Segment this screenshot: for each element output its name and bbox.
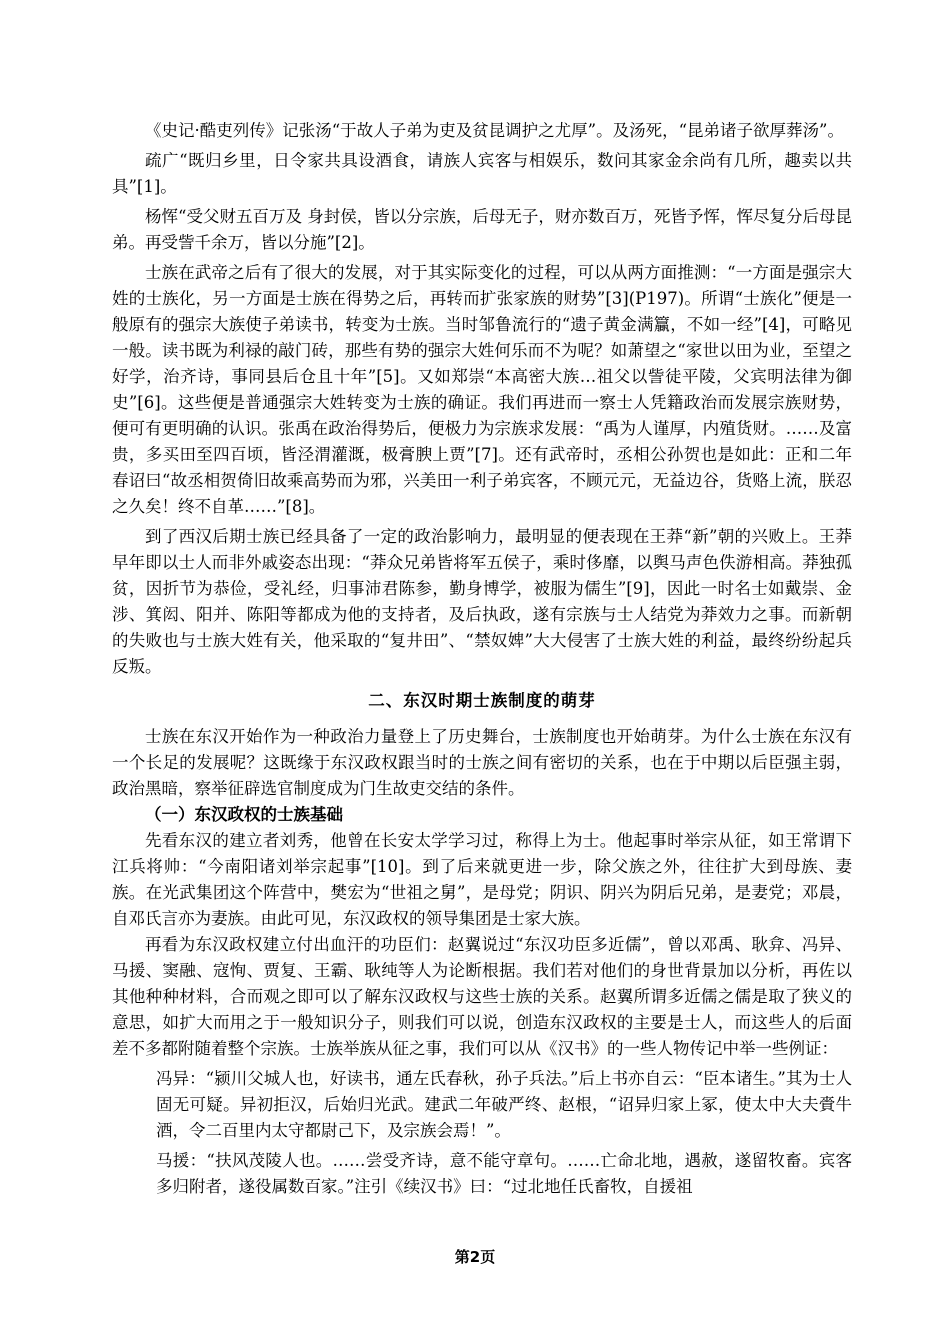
paragraph-shu-guang: 疏广“既归乡里，日令家共具设酒食，请族人宾客与相娱乐，数问其家金余尚有几所，趣卖以共具”[1]。 — [112, 151, 852, 196]
paragraph-zhang-tang: 《史记·酷吏列传》记张汤“于故人子弟为吏及贫昆调护之尤厚”。及汤死，“昆弟诸子欲厚葬汤”。 — [145, 121, 844, 140]
paragraph-wang-mang: 到了西汉后期士族已经具备了一定的政治影响力，最明显的便表现在王莽“新”朝的兴败上。王莽早年即以士人而非外戚姿态出现：“莽众兄弟皆将军五侯子，乘时侈靡，以舆马声色佚游相高。莽独孤贫，因折节为恭俭，受礼经，归事沛君陈参，勤身博学，被服为儒生”[9]，因此一时名士如戴崇、金涉、箕闳、阳并、陈阳等都成为他的支持者，及后执政，遂有宗族与士人结党为莽效力之事。而新朝的失败也与士族大姓有关，他采取的“复井田”、“禁奴婢”大大侵害了士族大姓的利益，最终纷纷起兵反叛。 — [112, 527, 852, 676]
paragraph-gongchen: 再看为东汉政权建立付出血汗的功臣们：赵翼说过“东汉功臣多近儒”，曾以邓禹、耿弇、冯异、马援、窦融、寇恂、贾复、王霸、耿纯等人为论断根据。我们若对他们的身世背景加以分析，再佐以其他种种材料，合而观之即可以了解东汉政权与这些士族的关系。赵翼所谓多近儒之儒是取了狭义的意思，如扩大而用之于一般知识分子，则我们可以说，创造东汉政权的主要是士人，而这些人的后面差不多都附随着整个宗族。士族举族从征之事，我们可以从《汉书》的一些人物传记中举一些例证： — [112, 935, 852, 1058]
quote-ma-yuan: 马援：“扶风茂陵人也。……尝受齐诗，意不能守章句。……亡命北地，遇赦，遂留牧畜。宾客多归附者，遂役属数百家。”注引《续汉书》曰：“过北地任氏畜牧，自援祖 — [156, 1151, 852, 1196]
quote-feng-yi: 冯异：“颍川父城人也，好读书，通左氏春秋，孙子兵法。”后上书亦自云：“臣本诸生。”其为士人固无可疑。异初拒汉，后始归光武。建武二年破严终、赵根，“诏异归家上冢，使太中大夫賫牛酒，令二百里内太守都尉己下，及宗族会焉！”。 — [156, 1069, 852, 1140]
page-number: 第2页 — [454, 1248, 496, 1266]
paragraph-yang-yun: 杨恽“受父财五百万及 身封侯，皆以分宗族，后母无子，财亦数百万，死皆予恽，恽尽复分后母昆弟。再受訾千余万，皆以分施”[2]。 — [112, 207, 852, 252]
text-column — [112, 118, 852, 1200]
subsection-title: （一）东汉政权的士族基础 — [145, 805, 343, 824]
section-title: 二、东汉时期士族制度的萌芽 — [368, 691, 596, 710]
paragraph-shizu-development: 士族在武帝之后有了很大的发展，对于其实际变化的过程，可以从两方面推测：“一方面是强宗大姓的士族化，另一方面是士族在得势之后，再转而扩张家族的财势”[3](P197)。所谓“士族化”便是一般原有的强宗大族使子弟读书，转变为士族。当时邹鲁流行的“遗子黄金满籯，不如一经”[4]，可略见一般。读书既为利禄的敲门砖，那些有势的强宗大姓何乐而不为呢？如萧望之“家世以田为业，至望之好学，治齐诗，事同县后仓且十年”[5]。又如郑崇“本高密大族…祖父以訾徒平陵，父宾明法律为御史”[6]。这些便是普通强宗大姓转变为士族的确证。我们再进而一察士人凭籍政治而发展宗族财势，便可有更明确的认识。张禹在政治得势后，便极力为宗族求发展：“禹为人谨厚，内殖货财。……及富贵，多买田至四百顷，皆泾渭灌溉，极膏腴上贾”[7]。还有武帝时，丞相公孙贺也是如此：正和二年春诏曰“故丞相贺倚旧故乘高势而为邪，兴美田一利子弟宾客，不顾元元，无益边谷，货赂上流，朕忍之久矣！终不自革……”[8]。 — [112, 263, 852, 516]
paragraph-liu-xiu: 先看东汉的建立者刘秀，他曾在长安太学学习过，称得上为士。他起事时举宗从征，如王常谓下江兵将帅：“今南阳诸刘举宗起事”[10]。到了后来就更进一步，除父族之外，往往扩大到母族、妻族。在光武集团这个阵营中，樊宏为“世祖之舅”，是母党；阴识、阴兴为阴后兄弟，是妻党；邓晨，自邓氏言亦为妻族。由此可见，东汉政权的领导集团是士家大族。 — [112, 831, 852, 928]
paragraph-intro: 士族在东汉开始作为一种政治力量登上了历史舞台，士族制度也开始萌芽。为什么士族在东汉有一个长足的发展呢？这既缘于东汉政权跟当时的士族之间有密切的关系，也在于中期以后臣强主弱，政治黑暗，察举征辟选官制度成为门生故吏交结的条件。 — [112, 727, 852, 798]
